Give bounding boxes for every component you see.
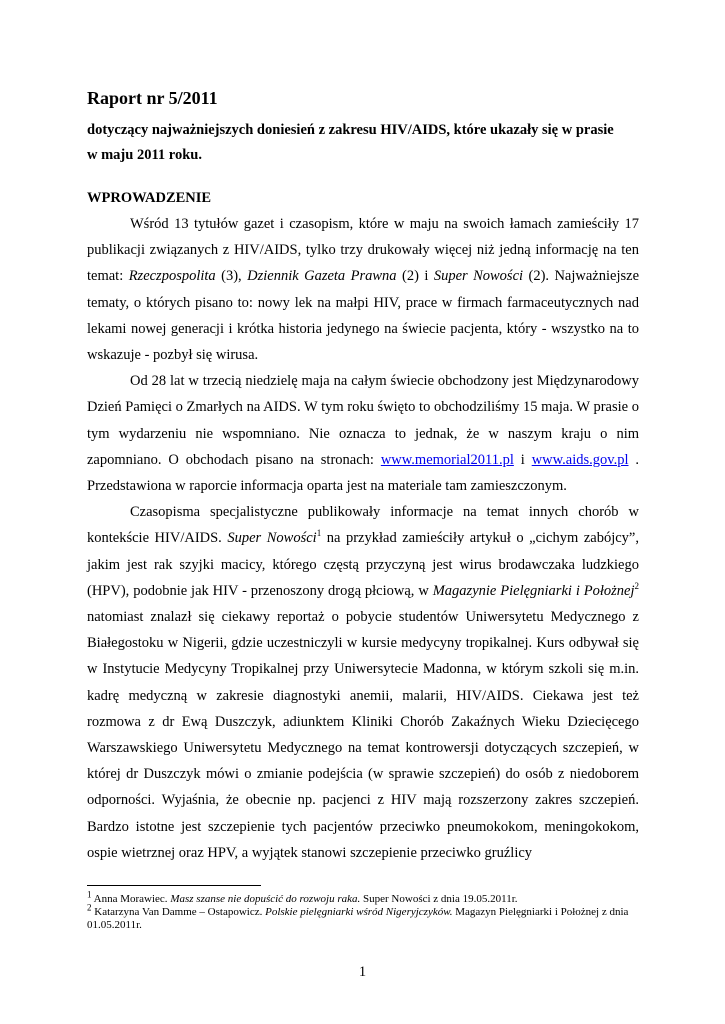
paragraph-intro (87, 211, 639, 368)
italic-magazine-title: Magazynie Pielęgniarki i Położnej (432, 582, 635, 599)
paragraph-memorial-day (87, 368, 639, 499)
subtitle-line-1: dotyczący najważniejszych doniesień z zakresu HIV/AIDS, które ukazały się w prasie (87, 122, 614, 138)
footnote-article-title: Polskie pielęgniarki wśród Nigeryjczyków. (265, 906, 453, 918)
footnote-source: Magazyn Pielęgniarki i Położnej z dnia 01.05.2011r. (87, 906, 629, 931)
section-heading: WPROWADZENIE (87, 190, 212, 206)
text-run: (2). Najważniejsze tematy, o których pisano to: nowy lek na małpi HIV, prace w firmach farmaceutycznych nad lekami nowej generacji i krótka historia jedynego na świecie pacjenta, który - wszystko na to wskazuje - pozbył się wirusa. (87, 268, 639, 364)
footnote-divider (87, 885, 261, 886)
italic-newspaper-title: Rzeczpospolita (128, 268, 216, 285)
italic-newspaper-title: Super Nowości (227, 530, 317, 547)
body-text (87, 211, 639, 866)
subtitle-line-2: w maju 2011 roku. (87, 147, 202, 163)
paragraph-specialist-press (87, 499, 639, 866)
text-run: (2) i (396, 268, 434, 285)
footnote-2 (87, 902, 647, 932)
text-run: (3), (215, 268, 248, 285)
report-title: Raport nr 5/2011 (87, 88, 218, 108)
text-run: na przykład zamieściły artykuł o „cichym zabójcy”, jakim jest rak szyjki macicy, którego częstą przyczyną jest wirus brodawczaka ludzkiego (HPV), podobnie jak HIV - przenoszony drogą płciową, w (87, 530, 639, 599)
footnote-ref-1: 1 (316, 528, 322, 539)
text-run: i (513, 451, 532, 468)
text-run: . Przedstawiona w raporcie informacja oparta jest na materiale tam zamieszczonym. (87, 451, 640, 495)
footnote-article-title: Masz szanse nie dopuścić do rozwoju raka. (170, 893, 361, 905)
italic-newspaper-title: Super Nowości (433, 268, 524, 285)
text-run: Wśród 13 tytułów gazet i czasopism, które w maju na swoich łamach zamieściły 17 publikacji związanych z HIV/AIDS, tylko trzy drukowały więcej niż jedną informację na ten temat: (87, 216, 639, 285)
footnote-number: 1 (87, 889, 92, 900)
footnote-source: Super Nowości z dnia 19.05.2011r. (360, 893, 518, 905)
footnote-number: 2 (87, 902, 92, 913)
italic-newspaper-title: Dziennik Gazeta Prawna (247, 268, 397, 285)
footnote-author: Anna Morawiec. (91, 893, 171, 905)
text-run: natomiast znalazł się ciekawy reportaż o pobycie studentów Uniwersytetu Medycznego z Białegostoku w Nigerii, gdzie uczestniczyli w kursie medycyny tropikalnej. Kurs odbywał się w Instytucie Medycyny Tropikalnej przy Uniwersytecie Madonna, w którym szkoli się m.in. kadrę medyczną w zakresie diagnostyki anemii, malarii, HIV/AIDS. Ciekawa jest też rozmowa z dr Ewą Duszczyk, adiunktem Kliniki Chorób Zakaźnych Wieku Dziecięcego Warszawskiego Uniwersytetu Medycznego na temat kontrowersji dotyczących szczepień, w której dr Duszczyk mówi o zmianie podejścia (w sprawie szczepień) do osób z niedoborem odporności. Wyjaśnia, że obecnie np. pacjenci z HIV mają rozszerzony zakres szczepień. Bardzo istotne jest szczepienie tych pacjentów przeciwko pneumokokom, meningokokom, ospie wietrznej oraz HPV, a wyjątek stanowi szczepienie przeciwko gruźlicy (87, 609, 639, 861)
footnote-author: Katarzyna Van Damme – Ostapowicz. (91, 906, 266, 918)
report-subtitle (87, 118, 647, 168)
page-number: 1 (358, 964, 367, 980)
text-run: Od 28 lat w trzecią niedzielę maja na całym świecie obchodzony jest Międzynarodowy Dzień Pamięci o Zmarłych na AIDS. W tym roku święto to obchodziliśmy 15 maja. W prasie o tym wydarzeniu nie wspomniano. Nie oznacza to jednak, że w naszym kraju o nim zapomniano. O obchodach pisano na stronach: (87, 373, 639, 468)
link-memorial2011[interactable]: www.memorial2011.pl (380, 451, 514, 468)
footnotes (87, 889, 647, 932)
footnote-ref-2: 2 (634, 581, 639, 592)
link-aids-gov[interactable]: www.aids.gov.pl (531, 451, 629, 468)
footnote-1 (87, 889, 647, 906)
text-run: Czasopisma specjalistyczne publikowały informacje na temat innych chorób w kontekście HIV/AIDS. (87, 504, 639, 547)
